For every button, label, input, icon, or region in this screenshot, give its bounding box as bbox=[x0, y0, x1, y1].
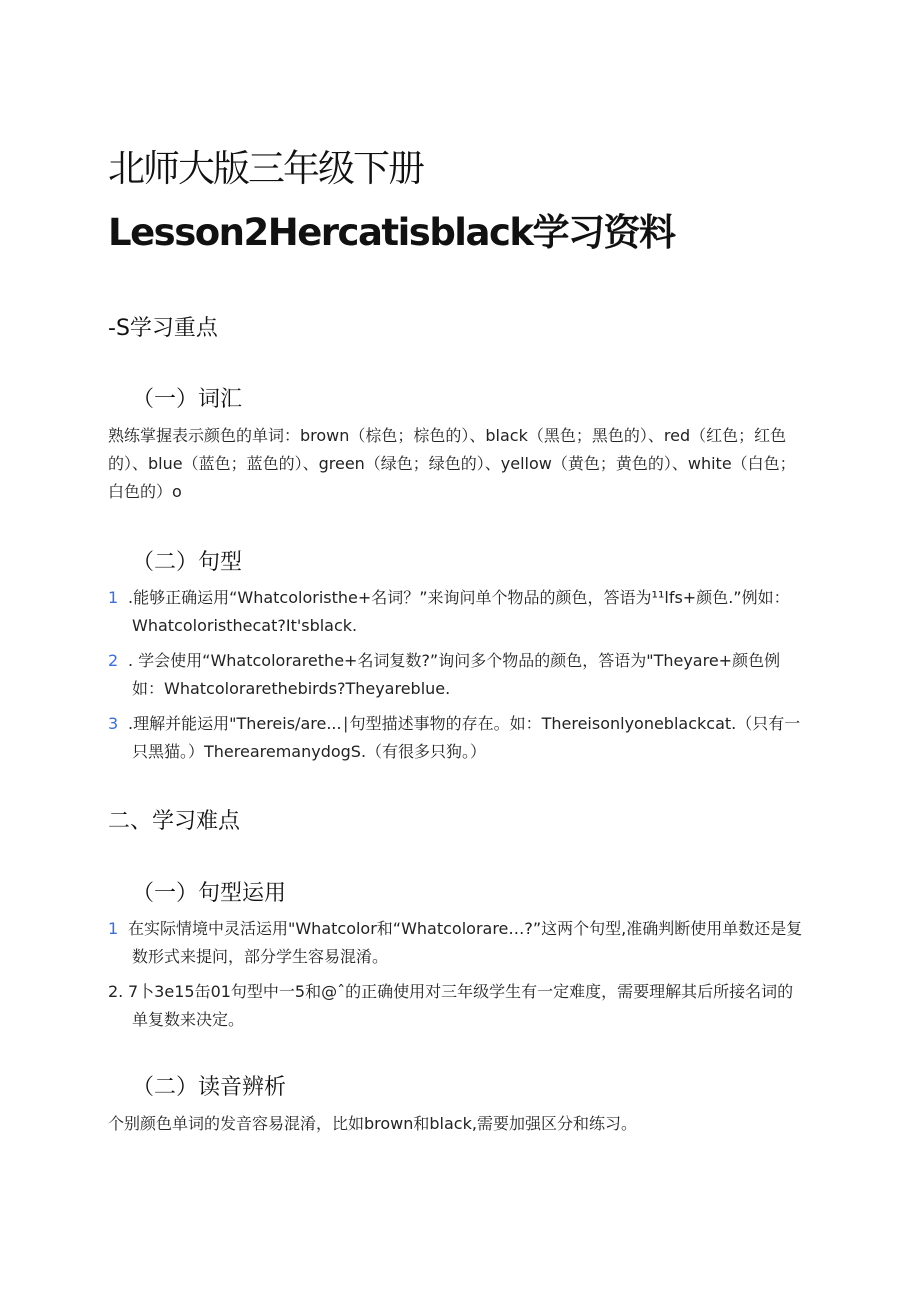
list-number: 1 bbox=[108, 919, 119, 938]
list-item bbox=[108, 978, 808, 1034]
document-title-line2: Lesson2Hercatisblack学习资料 bbox=[108, 211, 675, 254]
list-item bbox=[108, 647, 808, 703]
list-number: 2 bbox=[108, 651, 119, 670]
list-item-text: 7卜3e15缶01句型中一5和@ˆ的正确使用对三年级学生有一定难度，需要理解其后所接名词的单复数来决定。 bbox=[128, 982, 794, 1029]
list-number: 3 bbox=[108, 714, 119, 733]
subheading-vocabulary: （一）词汇 bbox=[132, 387, 243, 412]
subheading-pronunciation: （二）读音辨析 bbox=[132, 1075, 287, 1100]
list-item-text: . 学会使用“Whatcolorarethe+名词复数?”询问多个物品的颜色，答语为"Theyare+颜色例如：Whatcolorarethebirds?Theyareblue. bbox=[128, 651, 781, 698]
section-heading-difficulties: 二、学习难点 bbox=[108, 809, 241, 834]
document-title-line1: 北师大版三年级下册 bbox=[108, 147, 423, 190]
section-heading-key-points: -S学习重点 bbox=[108, 316, 218, 341]
list-item-text: 在实际情境中灵活运用"Whatcolor和“Whatcolorare…?”这两个句型,准确判断使用单数还是复数形式来提问，部分学生容易混淆。 bbox=[128, 919, 803, 966]
list-item bbox=[108, 710, 808, 766]
list-item bbox=[108, 915, 808, 971]
list-number: 2. bbox=[108, 982, 124, 1001]
subheading-pattern-usage: （一）句型运用 bbox=[132, 881, 287, 906]
pronunciation-paragraph: 个别颜色单词的发音容易混淆，比如brown和black,需要加强区分和练习。 bbox=[108, 1114, 637, 1133]
list-item bbox=[108, 584, 808, 640]
vocabulary-paragraph: 熟练掌握表示颜色的单词：brown（棕色；棕色的）、black（黑色；黑色的）、red（红色；红色的）、blue（蓝色；蓝色的）、green（绿色；绿色的）、yellow（黄色；黄色的）、white（白色；白色的）o bbox=[108, 426, 796, 501]
list-item-text: .能够正确运用“Whatcoloristhe+名词？”来询问单个物品的颜色，答语为¹¹lfs+颜色.”例如：Whatcoloristhecat?It'sblack. bbox=[128, 588, 790, 635]
subheading-sentence-patterns: （二）句型 bbox=[132, 550, 243, 575]
list-number: 1 bbox=[108, 588, 119, 607]
list-item-text: .理解并能运用"Thereis∕are...∣句型描述事物的存在。如：Thereisonlyoneblackcat.（只有一只黑猫。）TherearemanydogS.（有很多只狗。） bbox=[128, 714, 801, 761]
